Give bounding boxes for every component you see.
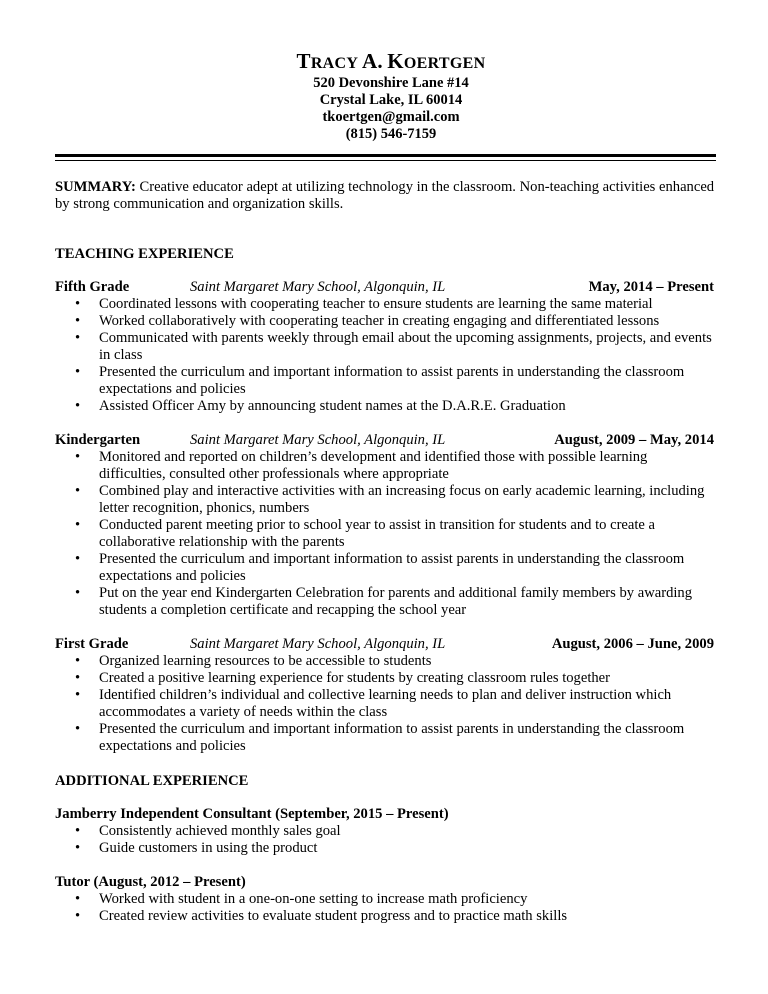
teaching-job: [55, 636, 716, 755]
bullet-item: • Created review activities to evaluate student progress and to practice math skills: [55, 908, 716, 925]
bullet-item: • Identified children’s individual and collective learning needs to plan and deliver instruction which accommodates a variety of needs within the class: [55, 687, 716, 721]
bullet-item: • Guide customers in using the product: [55, 840, 716, 857]
job-dates: August, 2009 – May, 2014: [554, 432, 714, 448]
name-first-initial: T: [296, 49, 311, 73]
bullet-item: • Presented the curriculum and important information to assist parents in understanding the classroom expectations and policies: [55, 364, 716, 398]
bullet-item: • Conducted parent meeting prior to school year to assist in transition for students and to create a collaborative relationship with the parents: [55, 517, 716, 551]
job-header: [55, 432, 716, 449]
bullet-item: • Communicated with parents weekly through email about the upcoming assignments, projects, and events in class: [55, 330, 716, 364]
name-first-rest: RACY: [310, 55, 358, 72]
bullet-item: • Monitored and reported on children’s development and identified those with possible learning difficulties, consulted other professionals where appropriate: [55, 449, 716, 483]
name-last-rest: OERTGEN: [403, 55, 486, 72]
job-title: Kindergarten: [55, 432, 141, 448]
phone: (815) 546-7159: [345, 126, 437, 142]
additional-job: [55, 806, 716, 857]
address-line-2: Crystal Lake, IL 60014: [319, 92, 463, 108]
additional-job-heading: Tutor (August, 2012 – Present): [55, 874, 246, 890]
bullet-item: • Presented the curriculum and important information to assist parents in understanding the classroom expectations and policies: [55, 551, 716, 585]
additional-experience-list: [55, 806, 716, 925]
additional-experience-heading: ADDITIONAL EXPERIENCE: [55, 773, 249, 789]
bullet-item: • Coordinated lessons with cooperating teacher to ensure students are learning the same material: [55, 296, 716, 313]
bullet-item: • Put on the year end Kindergarten Celebration for parents and additional family members by awarding students a completion certificate and recapping the school year: [55, 585, 716, 619]
job-title: First Grade: [55, 636, 129, 652]
teaching-job: [55, 432, 716, 619]
summary-text: Creative educator adept at utilizing technology in the classroom. Non-teaching activities enhanced by strong communication and organization skills.: [55, 179, 715, 212]
teaching-experience-list: [55, 279, 716, 755]
bullet-item: • Presented the curriculum and important information to assist parents in understanding the classroom expectations and policies: [55, 721, 716, 755]
job-title: Fifth Grade: [55, 279, 130, 295]
candidate-name: [14, 50, 768, 75]
job-dates: May, 2014 – Present: [588, 279, 714, 295]
bullet-item: • Worked collaboratively with cooperating teacher in creating engaging and differentiated lessons: [55, 313, 716, 330]
bullet-item: • Combined play and interactive activities with an increasing focus on early academic learning, including letter recognition, phonics, numbers: [55, 483, 716, 517]
header-divider-thin: [55, 160, 716, 161]
job-bullets: [55, 653, 716, 755]
job-header: [55, 636, 716, 653]
resume-header: [0, 50, 768, 143]
summary-label: SUMMARY:: [55, 179, 136, 195]
job-school: Saint Margaret Mary School, Algonquin, IL: [190, 279, 446, 295]
resume-body: [55, 179, 716, 942]
additional-job-heading: Jamberry Independent Consultant (September, 2015 – Present): [55, 806, 449, 822]
job-header: [55, 279, 716, 296]
bullet-item: • Created a positive learning experience for students by creating classroom rules together: [55, 670, 716, 687]
job-dates: August, 2006 – June, 2009: [551, 636, 714, 652]
job-bullets: [55, 891, 716, 925]
summary: [55, 179, 716, 213]
bullet-item: • Organized learning resources to be accessible to students: [55, 653, 716, 670]
teaching-job: [55, 279, 716, 415]
job-bullets: [55, 823, 716, 857]
job-bullets: [55, 296, 716, 415]
bullet-item: • Worked with student in a one-on-one setting to increase math proficiency: [55, 891, 716, 908]
name-middle: A.: [361, 49, 383, 73]
job-school: Saint Margaret Mary School, Algonquin, IL: [190, 432, 446, 448]
bullet-item: • Consistently achieved monthly sales goal: [55, 823, 716, 840]
name-last-initial: K: [387, 49, 404, 73]
address-line-1: 520 Devonshire Lane #14: [313, 75, 469, 91]
additional-job: [55, 874, 716, 925]
teaching-experience-heading: TEACHING EXPERIENCE: [55, 246, 234, 262]
email: tkoertgen@gmail.com: [322, 109, 460, 125]
job-bullets: [55, 449, 716, 619]
job-school: Saint Margaret Mary School, Algonquin, IL: [190, 636, 446, 652]
bullet-item: • Assisted Officer Amy by announcing student names at the D.A.R.E. Graduation: [55, 398, 716, 415]
header-divider-thick: [55, 154, 716, 157]
